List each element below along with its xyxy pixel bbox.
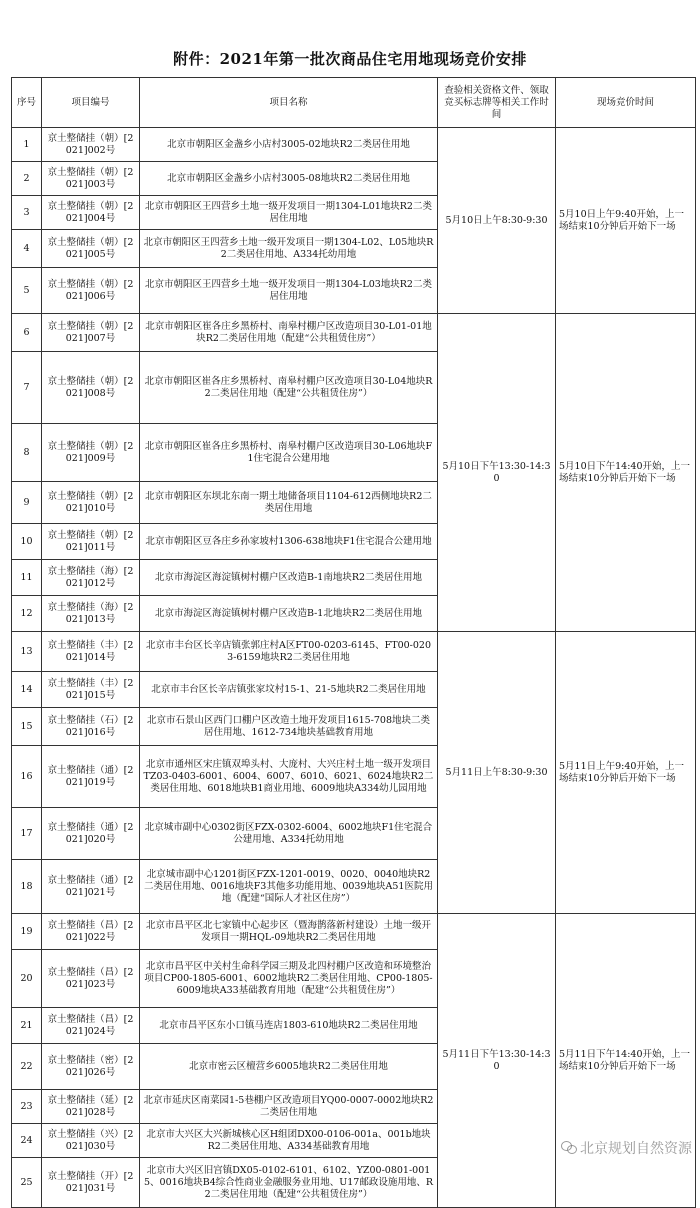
row-code: 京土整储挂（密）[2021]026号 — [42, 1044, 140, 1090]
row-code: 京土整储挂（昌）[2021]024号 — [42, 1008, 140, 1044]
row-seq: 5 — [12, 268, 42, 314]
row-code: 京土整储挂（通）[2021]020号 — [42, 808, 140, 860]
row-name: 北京市朝阳区崔各庄乡黑桥村、南皋村棚户区改造项目30-L01-01地块R2二类居住用地（配建“公共租赁住房”） — [140, 314, 438, 352]
row-name: 北京市石景山区西门口棚户区改造土地开发项目1615-708地块二类居住用地、1612-734地块基础教育用地 — [140, 708, 438, 746]
row-code: 京土整储挂（朝）[2021]009号 — [42, 424, 140, 482]
row-name: 北京市朝阳区金盏乡小店村3005-02地块R2二类居住用地 — [140, 128, 438, 162]
row-code: 京土整储挂（丰）[2021]015号 — [42, 672, 140, 708]
auction-schedule-table — [11, 77, 696, 1208]
row-seq: 12 — [12, 596, 42, 632]
row-name: 北京市密云区檀营乡6005地块R2二类居住用地 — [140, 1044, 438, 1090]
row-name: 北京市朝阳区金盏乡小店村3005-08地块R2二类居住用地 — [140, 162, 438, 196]
row-seq: 16 — [12, 746, 42, 808]
row-seq: 11 — [12, 560, 42, 596]
row-code: 京土整储挂（兴）[2021]030号 — [42, 1124, 140, 1158]
row-seq: 1 — [12, 128, 42, 162]
header-code: 项目编号 — [42, 78, 140, 128]
row-seq: 20 — [12, 950, 42, 1008]
group-verify-time: 5月11日上午8:30-9:30 — [438, 632, 556, 914]
row-seq: 23 — [12, 1090, 42, 1124]
header-name: 项目名称 — [140, 78, 438, 128]
row-name: 北京市昌平区东小口镇马连店1803-610地块R2二类居住用地 — [140, 1008, 438, 1044]
header-row — [12, 78, 696, 128]
row-seq: 6 — [12, 314, 42, 352]
row-code: 京土整储挂（朝）[2021]005号 — [42, 230, 140, 268]
row-seq: 3 — [12, 196, 42, 230]
row-seq: 22 — [12, 1044, 42, 1090]
header-seq: 序号 — [12, 78, 42, 128]
row-seq: 4 — [12, 230, 42, 268]
watermark-text: 北京规划自然资源 — [580, 1141, 692, 1157]
row-seq: 19 — [12, 914, 42, 950]
row-code: 京土整储挂（开）[2021]031号 — [42, 1158, 140, 1208]
row-name: 北京市朝阳区东坝北东南一期土地储备项目1104-612西侧地块R2二类居住用地 — [140, 482, 438, 524]
row-name: 北京市延庆区南菜园1-5巷棚户区改造项目YQ00-0007-0002地块R2二类居住用地 — [140, 1090, 438, 1124]
row-name: 北京市丰台区长辛店镇张郭庄村A区FT00-0203-6145、FT00-0203-6159地块R2二类居住用地 — [140, 632, 438, 672]
header-verify: 查验相关资格文件、领取竞买标志牌等相关工作时间 — [438, 78, 556, 128]
row-code: 京土整储挂（海）[2021]013号 — [42, 596, 140, 632]
group-auction-time: 5月11日下午14:40开始，上一场结束10分钟后开始下一场 — [556, 914, 696, 1208]
row-name: 北京市海淀区海淀镇树村棚户区改造B-1北地块R2二类居住用地 — [140, 596, 438, 632]
row-code: 京土整储挂（朝）[2021]006号 — [42, 268, 140, 314]
row-code: 京土整储挂（丰）[2021]014号 — [42, 632, 140, 672]
row-seq: 10 — [12, 524, 42, 560]
document-title: 附件：2021年第一批次商品住宅用地现场竞价安排 — [173, 50, 527, 68]
table-row — [12, 914, 696, 950]
row-name: 北京市朝阳区王四营乡土地一级开发项目一期1304-L03地块R2二类居住用地 — [140, 268, 438, 314]
group-verify-time: 5月10日下午13:30-14:30 — [438, 314, 556, 632]
row-code: 京土整储挂（朝）[2021]004号 — [42, 196, 140, 230]
group-auction-time: 5月10日下午14:40开始，上一场结束10分钟后开始下一场 — [556, 314, 696, 632]
row-code: 京土整储挂（延）[2021]028号 — [42, 1090, 140, 1124]
table-row — [12, 632, 696, 672]
row-code: 京土整储挂（朝）[2021]008号 — [42, 352, 140, 424]
row-code: 京土整储挂（通）[2021]019号 — [42, 746, 140, 808]
row-seq: 9 — [12, 482, 42, 524]
row-code: 京土整储挂（昌）[2021]023号 — [42, 950, 140, 1008]
row-seq: 13 — [12, 632, 42, 672]
row-name: 北京市朝阳区王四营乡土地一级开发项目一期1304-L01地块R2二类居住用地 — [140, 196, 438, 230]
table-row — [12, 314, 696, 352]
row-code: 京土整储挂（朝）[2021]002号 — [42, 128, 140, 162]
row-name: 北京市昌平区北七家镇中心起步区（暨海鹊落新村建设）土地一级开发项目一期HQL-09地块R2二类居住用地 — [140, 914, 438, 950]
row-seq: 15 — [12, 708, 42, 746]
row-seq: 2 — [12, 162, 42, 196]
row-name: 北京市丰台区长辛店镇张家坟村15-1、21-5地块R2二类居住用地 — [140, 672, 438, 708]
row-seq: 18 — [12, 860, 42, 914]
row-name: 北京市朝阳区崔各庄乡黑桥村、南皋村棚户区改造项目30-L04地块R2二类居住用地（配建“公共租赁住房”） — [140, 352, 438, 424]
row-code: 京土整储挂（昌）[2021]022号 — [42, 914, 140, 950]
row-code: 京土整储挂（朝）[2021]011号 — [42, 524, 140, 560]
row-code: 京土整储挂（朝）[2021]010号 — [42, 482, 140, 524]
row-name: 北京城市副中心1201街区FZX-1201-0019、0020、0040地块R2二类居住用地、0016地块F3其他多功能用地、0039地块A51医院用地（配建“国际人才社区住房”） — [140, 860, 438, 914]
group-auction-time: 5月11日上午9:40开始，上一场结束10分钟后开始下一场 — [556, 632, 696, 914]
row-name: 北京市大兴区旧宫镇DX05-0102-6101、6102、YZ00-0801-0015、0016地块B4综合性商业金融服务业用地、U17邮政设施用地、R2二类居住用地（配建“公共租赁住房”） — [140, 1158, 438, 1208]
row-name: 北京市朝阳区崔各庄乡黑桥村、南皋村棚户区改造项目30-L06地块F1住宅混合公建用地 — [140, 424, 438, 482]
wechat-icon — [561, 1141, 577, 1155]
row-seq: 14 — [12, 672, 42, 708]
row-code: 京土整储挂（朝）[2021]003号 — [42, 162, 140, 196]
group-verify-time: 5月11日下午13:30-14:30 — [438, 914, 556, 1208]
row-seq: 17 — [12, 808, 42, 860]
row-code: 京土整储挂（朝）[2021]007号 — [42, 314, 140, 352]
row-name: 北京市通州区宋庄镇双埠头村、大庞村、大兴庄村土地一级开发项目TZ03-0403-6001、6004、6007、6010、6021、6024地块R2二类居住用地、6018地块B1商业用地、6009地块A334幼儿园用地 — [140, 746, 438, 808]
row-code: 京土整储挂（石）[2021]016号 — [42, 708, 140, 746]
group-verify-time: 5月10日上午8:30-9:30 — [438, 128, 556, 314]
row-code: 京土整储挂（海）[2021]012号 — [42, 560, 140, 596]
row-name: 北京市大兴区大兴新城核心区H组团DX00-0106-001a、001b地块R2二类居住用地、A334基础教育用地 — [140, 1124, 438, 1158]
row-seq: 8 — [12, 424, 42, 482]
row-name: 北京市海淀区海淀镇树村棚户区改造B-1南地块R2二类居住用地 — [140, 560, 438, 596]
row-seq: 21 — [12, 1008, 42, 1044]
row-name: 北京城市副中心0302街区FZX-0302-6004、6002地块F1住宅混合公建用地、A334托幼用地 — [140, 808, 438, 860]
row-name: 北京市朝阳区豆各庄乡孙家坡村1306-638地块F1住宅混合公建用地 — [140, 524, 438, 560]
row-seq: 25 — [12, 1158, 42, 1208]
header-auction: 现场竞价时间 — [556, 78, 696, 128]
row-name: 北京市昌平区中关村生命科学园三期及北四村棚户区改造和环境整治项目CP00-1805-6001、6002地块R2二类居住用地、CP00-1805-6009地块A33基础教育用地（配建“公共租赁住房”） — [140, 950, 438, 1008]
row-code: 京土整储挂（通）[2021]021号 — [42, 860, 140, 914]
row-seq: 24 — [12, 1124, 42, 1158]
group-auction-time: 5月10日上午9:40开始，上一场结束10分钟后开始下一场 — [556, 128, 696, 314]
table-row — [12, 128, 696, 162]
watermark — [561, 1138, 692, 1158]
row-seq: 7 — [12, 352, 42, 424]
row-name: 北京市朝阳区王四营乡土地一级开发项目一期1304-L02、L05地块R2二类居住用地、A334托幼用地 — [140, 230, 438, 268]
